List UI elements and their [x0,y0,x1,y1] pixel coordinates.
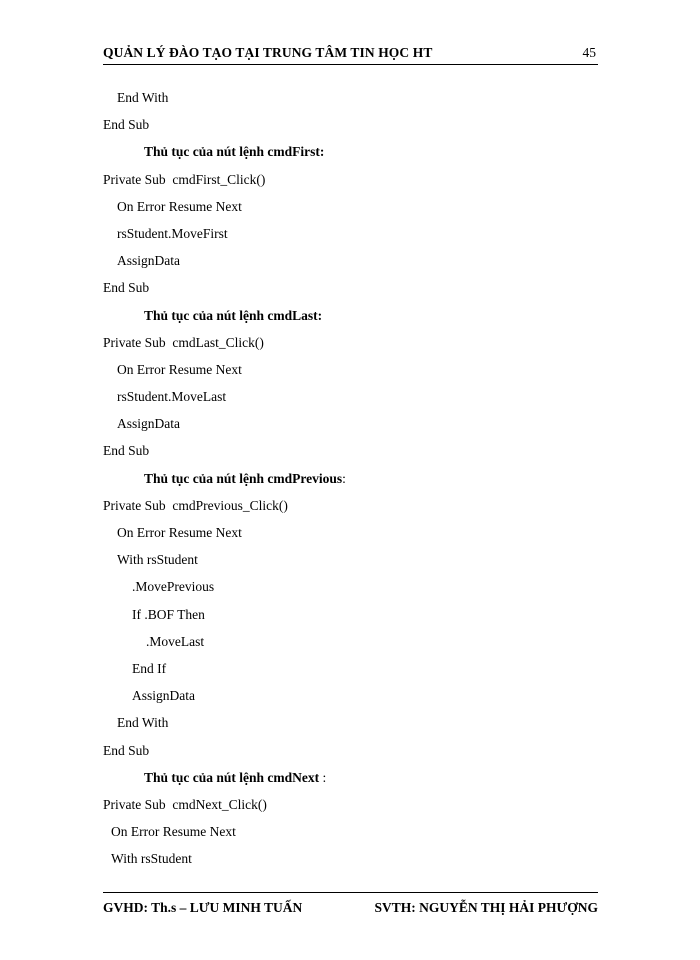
code-line: End Sub [103,443,150,459]
code-line: AssignData [132,688,195,704]
code-line: With rsStudent [117,552,198,568]
code-line: Private Sub cmdPrevious_Click() [103,497,288,513]
code-line: On Error Resume Next [111,824,236,840]
heading-text: Thủ tục của nút lệnh cmdNext [144,769,320,785]
code-line: .MoveLast [146,633,205,649]
code-line: On Error Resume Next [117,525,242,540]
section-heading-cmdlast: Thủ tục của nút lệnh cmdLast: [144,307,323,323]
page-number: 45 [582,45,596,60]
header-title: QUẢN LÝ ĐÀO TẠO TẠI TRUNG TÂM TIN HỌC HT [103,45,433,60]
code-line: End If [132,660,167,676]
code-line: End With [117,90,169,105]
code-line: On Error Resume Next [117,361,242,377]
page-header [103,44,598,65]
code-line: End Sub [103,742,150,758]
code-line: Private Sub cmdNext_Click() [103,796,267,812]
code-line: Private Sub cmdFirst_Click() [103,171,266,187]
code-line: With rsStudent [111,851,192,867]
code-line: rsStudent.MoveLast [117,389,227,405]
footer-supervisor: GVHD: Th.s – LƯU MINH TUẤN [103,900,303,915]
document-body [103,84,598,872]
code-line: rsStudent.MoveFirst [117,225,228,241]
code-line: End With [117,715,169,731]
heading-colon: : [342,470,346,486]
code-line: End Sub [103,280,150,296]
code-line: .MovePrevious [132,579,215,595]
code-line: AssignData [117,253,180,269]
code-line: If .BOF Then [132,606,205,622]
section-heading-cmdfirst: Thủ tục của nút lệnh cmdFirst: [144,144,325,160]
section-heading-cmdnext [103,764,598,791]
page-footer [103,892,598,915]
heading-text: Thủ tục của nút lệnh cmdPrevious [144,470,343,486]
footer-student: SVTH: NGUYỄN THỊ HẢI PHƯỢNG [374,900,598,915]
code-line: Private Sub cmdLast_Click() [103,334,264,350]
code-line: End Sub [103,117,150,133]
heading-colon: : [319,769,327,785]
code-line: AssignData [117,416,180,432]
code-line: On Error Resume Next [117,198,242,214]
section-heading-cmdprevious [103,465,598,492]
